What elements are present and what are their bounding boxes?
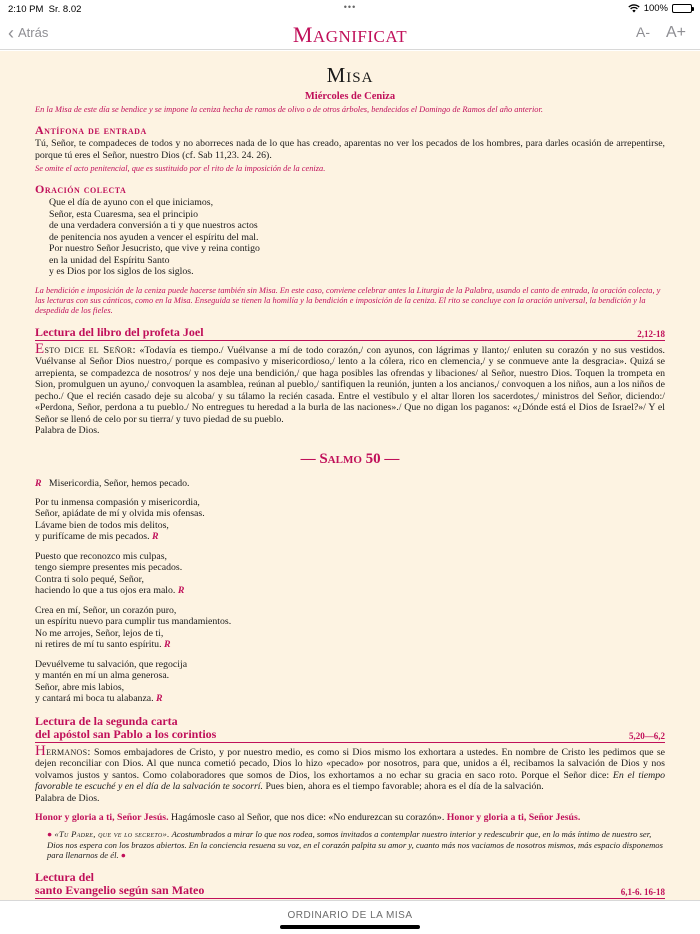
status-bar [0, 0, 700, 18]
oracion-heading: Oración colecta [35, 182, 127, 196]
rubric-ceniza: La bendición e imposición de la ceniza puede hacerse también sin Misa. En este caso, conviene celebrar antes la Liturgia de la Palabra, usando el canto de entrada, la oración colecta, y las lecturas con sus cánticos, como en la Misa. Enseguida se tienen la homilía y la bendición e imposición de la ceniza. El rito se concluye con la oración universal, la bendición y la despedida de los fieles. [35, 285, 661, 315]
reading2-ref: 5,20—6,2 [629, 730, 665, 741]
navigation-bar [0, 18, 700, 50]
psalm-response: R Misericordia, Señor, hemos pecado. [35, 477, 190, 489]
commentary-note: ● «Tu Padre, que ve lo secreto». Acostumbrados a mirar lo que nos rodea, somos invitados a contemplar nuestro interior y redescubrir que, en lo más íntimo de nuestro ser, Dios nos espera con los brazos abiertos. En la conciencia resuena su voz, en el corazón palpita su amor y, cuanto más nos vaciamos de nosotros mismos, más espacio disponemos para llenarnos de él. ● [47, 829, 663, 860]
font-increase-button[interactable]: A+ [665, 24, 686, 41]
psalm-stanza: Devuélveme tu salvación, que regocija y mantén en mí un alma generosa. Señor, abre mis labios, y cantará mi boca tu alabanza. R [35, 658, 188, 704]
reading2-text: Hermanos: Somos embajadores de Cristo, y por nuestro medio, es como si Dios mismo los exhortara a ustedes. En nombre de Cristo les pedimos que se dejen reconciliar con Dios. Al que nunca cometió pecado, Dios lo hizo «pecado» por nosotros, para que, unidos a él, recibamos la salvación de Dios y nos volvamos justos y santos. Como colaboradores que somos de Dios, los exhortamos a no echar su gracia en saco roto. Porque el Señor dice: En el tiempo favorable te escuché y en el día de la salvación te socorrí. Pues bien, ahora es el tiempo favorable; ahora es el día de la salvación. [35, 742, 666, 792]
home-indicator[interactable] [280, 925, 420, 929]
antifona-text: Tú, Señor, te compadeces de todos y no aborreces nada de lo que has creado, aparentas no ver los pecados de los hombres, para darles ocasión de arrepentirse, porque tú eres el Señor, nuestro Dios (cf. Sab 11,23. 24. 26). [35, 138, 665, 161]
gospel-ref: 6,1-6. 16-18 [620, 886, 665, 897]
reading1-title: Lectura del libro del profeta Joel [35, 324, 204, 339]
reading1-ref: 2,12-18 [637, 328, 665, 339]
reading2-header [35, 715, 665, 743]
battery-percent: 100% [643, 3, 668, 14]
psalm-title: — Salmo 50 — [300, 450, 400, 467]
rubric-intro: En la Misa de este día se bendice y se impone la ceniza hecha de ramos de olivo o de otros árboles, bendecidos el Domingo de Ramos del año anterior. [35, 105, 543, 114]
battery-icon [672, 4, 692, 13]
wifi-icon [628, 4, 640, 13]
status-right [628, 3, 692, 14]
multitask-dots[interactable]: ••• [343, 2, 357, 12]
page-title: Misa [326, 63, 374, 87]
gospel-header [35, 871, 665, 899]
reading1-text: Esto dice el Señor: «Todavía es tiempo./ Vuélvanse a mí de todo corazón,/ con ayunos, con lágrimas y llanto;/ enluten su corazón y no sus vestidos. Vuélvanse al Señor Dios nuestro,/ porque es compasivo y misericordioso,/ lento a la cólera, rico en clemencia,/ y se conmueve ante la desgracia». Quizá se arrepienta, se compadezca de nosotros/ y nos deje una bendición,/ que haga posibles las ofrendas y libaciones/ al Señor, nuestro Dios. Toquen la trompeta en Sion, promulguen un ayuno,/ convoquen la asamblea, reúnan al pueblo,/ santifiquen la reunión, junten a los ancianos,/ convoquen a los niños, aun a los niños de pecho./ Que el recién casado deje su alcoba/ y su tálamo la recién casada. Entre el vestíbulo y el altar lloren los sacerdotes,/ ministros del Señor, diciendo:/ «Perdona, Señor, perdona a tu pueblo./ No entregues tu heredad a la burla de las naciones»./ Que no digan los paganos: «¿Dónde está el Dios de Israel?»/ Y el Señor se llenó de celo por su tierra/ y tuvo piedad de su pueblo. [35, 340, 665, 425]
back-label: Atrás [18, 25, 49, 40]
psalm-stanza: Crea en mí, Señor, un corazón puro, un espíritu nuevo para cumplir tus mandamientos. No me arrojes, Señor, lejos de ti, ni retires de mí tu santo espíritu. R [35, 604, 232, 650]
app-logo: MAGNIFICAT [292, 22, 408, 47]
psalm-stanza: Por tu inmensa compasión y misericordia, Señor, apiádate de mí y olvida mis ofensas. Lávame bien de todos mis delitos, y purifícame de mis pecados. R [35, 496, 205, 542]
antifona-heading: Antífona de entrada [35, 123, 147, 137]
chevron-left-icon: ‹ [8, 22, 14, 43]
reading2-title: Lectura de la segunda carta del apóstol san Pablo a los corintios [35, 713, 217, 741]
footer-bar [0, 900, 700, 934]
reading1-header [35, 326, 665, 341]
reading2-end: Palabra de Dios. [35, 792, 100, 804]
status-time: 2:10 PM Sr. 8.02 [8, 4, 82, 15]
back-button[interactable] [8, 22, 49, 43]
gospel-acclamation: Honor y gloria a ti, Señor Jesús. Hagámosle caso al Señor, que nos dice: «No endurezcan su corazón». Honor y gloria a ti, Señor Jesús. [35, 812, 581, 823]
reading-page[interactable] [0, 51, 700, 900]
psalm-stanza: Puesto que reconozco mis culpas, tengo siempre presentes mis pecados. Contra ti solo pequé, Señor, haciendo lo que a tus ojos era malo. R [35, 550, 185, 596]
oracion-text: Que el día de ayuno con el que iniciamos, Señor, esta Cuaresma, sea el principio de una verdadera conversión a ti y que nuestros actos de penitencia nos ayuden a vencer el espíritu del mal. Por nuestro Señor Jesucristo, que vive y reina contigo en la unidad del Espíritu Santo y es Dios por los siglos de los siglos. [49, 197, 260, 277]
gospel-title: Lectura del santo Evangelio según san Mateo [35, 869, 205, 897]
page-subtitle: Miércoles de Ceniza [304, 91, 396, 102]
rubric-penitential: Se omite el acto penitencial, que es sustituido por el rito de la imposición de la ceniza. [35, 164, 326, 173]
ordinario-link[interactable]: ORDINARIO DE LA MISA [287, 910, 413, 921]
font-size-controls [636, 24, 686, 42]
reading1-end: Palabra de Dios. [35, 425, 100, 436]
font-decrease-button[interactable]: A- [635, 24, 650, 40]
